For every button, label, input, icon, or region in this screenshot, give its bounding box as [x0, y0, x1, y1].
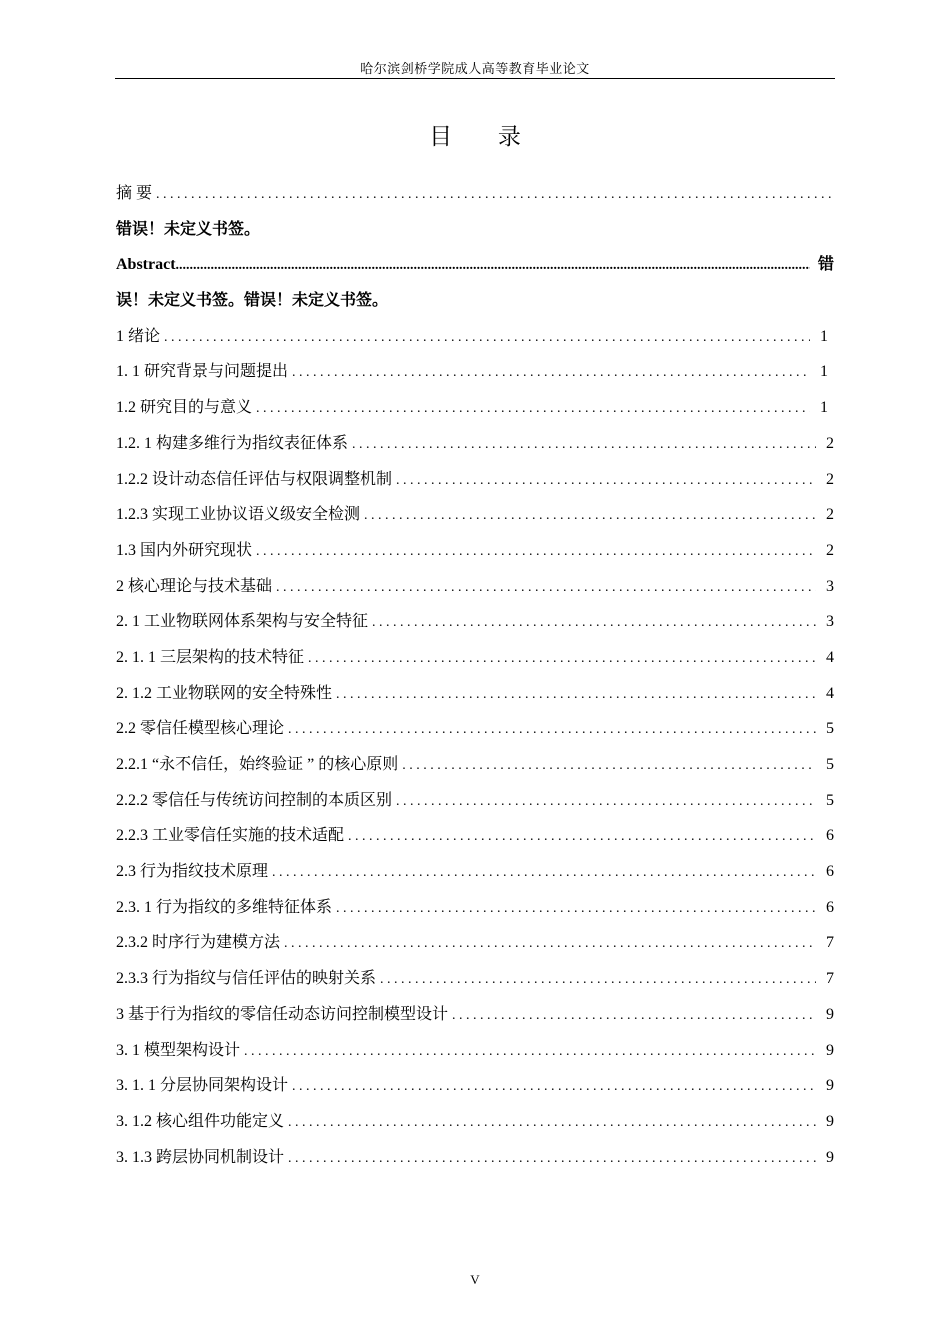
toc-entry[interactable] — [116, 604, 834, 640]
toc-entry-page-number: 1 — [820, 399, 828, 417]
toc-entry-label: 1.3 国内外研究现状 — [116, 541, 253, 559]
toc-entry-label: 2.3.3 行为指纹与信任评估的映射关系 — [116, 970, 377, 988]
table-of-contents — [116, 176, 834, 1175]
toc-entry-page-number: 9 — [826, 1041, 834, 1059]
toc-entry-label: 1.2.3 实现工业协议语义级安全检测 — [116, 506, 361, 524]
toc-entry[interactable] — [116, 497, 834, 533]
running-header: 哈尔滨剑桥学院成人高等教育毕业论文 — [360, 61, 590, 76]
toc-entry-page-number: 9 — [826, 1148, 834, 1166]
toc-entry-label: 2. 1. 1 三层架构的技术特征 — [116, 648, 305, 666]
toc-entry[interactable] — [116, 961, 834, 997]
toc-entry-page-number: 1 — [820, 363, 828, 381]
toc-entry[interactable] — [116, 1068, 834, 1104]
toc-entry[interactable] — [116, 1104, 834, 1140]
toc-entry-page-number: 9 — [826, 1112, 834, 1130]
dot-leader — [364, 498, 816, 534]
toc-entry-label: 2. 1 工业物联网体系架构与安全特征 — [116, 613, 369, 631]
bookmark-error: 错误！未定义书签。 — [116, 220, 261, 238]
dot-leader — [380, 962, 816, 998]
toc-entry[interactable] — [116, 711, 834, 747]
toc-entry-page-number: 1 — [820, 327, 828, 345]
dot-leader — [244, 1034, 816, 1070]
toc-entry-page-number: 9 — [826, 1005, 834, 1023]
dot-leader — [348, 819, 816, 855]
toc-entry[interactable] — [116, 783, 834, 819]
toc-entry-label: 2. 1.2 工业物联网的安全特殊性 — [116, 684, 333, 702]
dot-leader — [352, 427, 816, 463]
dot-leader — [308, 641, 816, 677]
toc-entry-label: 2.3. 1 行为指纹的多维特征体系 — [116, 898, 333, 916]
toc-entry-label: 3. 1. 1 分层协同架构设计 — [116, 1077, 289, 1095]
dot-leader — [256, 391, 810, 427]
toc-entry-page-number: 5 — [826, 720, 834, 738]
toc-entry-label: 1.2.2 设计动态信任评估与权限调整机制 — [116, 470, 393, 488]
toc-entry-label: 1.2 研究目的与意义 — [116, 399, 253, 417]
toc-entry[interactable] — [116, 462, 834, 498]
toc-entry-page-number: 2 — [826, 506, 834, 524]
toc-entry-page-number: 7 — [826, 970, 834, 988]
bookmark-error: 误！未定义书签。错误！未定义书签。 — [116, 292, 389, 310]
toc-entry[interactable] — [116, 390, 834, 426]
toc-entry[interactable] — [116, 1140, 834, 1176]
toc-entry[interactable] — [116, 925, 834, 961]
toc-entry-page-number: 6 — [826, 827, 834, 845]
page-number: V — [470, 1272, 480, 1287]
dot-leader — [396, 463, 816, 499]
toc-title: 目 录 — [429, 124, 541, 149]
dot-leader — [336, 891, 816, 927]
toc-entry[interactable] — [116, 533, 834, 569]
toc-entry-page-number: 6 — [826, 898, 834, 916]
bookmark-error-start: 错 — [817, 256, 834, 274]
toc-entry-label: 2.2.2 零信任与传统访问控制的本质区别 — [116, 791, 393, 809]
dot-leader — [284, 926, 816, 962]
toc-entry-page-number: 7 — [826, 934, 834, 952]
toc-entry-label: 3 基于行为指纹的零信任动态访问控制模型设计 — [116, 1005, 449, 1023]
toc-entry-page-number: 9 — [826, 1077, 834, 1095]
toc-entry-page-number: 5 — [826, 791, 834, 809]
toc-entry-page-number: 2 — [826, 434, 834, 452]
toc-entry[interactable] — [116, 1033, 834, 1069]
toc-entry-page-number: 3 — [826, 577, 834, 595]
dot-leader — [452, 998, 816, 1034]
toc-entry-abstract-cn[interactable] — [116, 176, 834, 212]
toc-entry[interactable] — [116, 319, 834, 355]
toc-entry-label: 2.3.2 时序行为建模方法 — [116, 934, 281, 952]
toc-entries — [116, 319, 834, 1176]
dot-leader — [276, 570, 816, 606]
toc-entry-page-number: 2 — [826, 470, 834, 488]
toc-entry[interactable] — [116, 890, 834, 926]
dot-leader — [256, 534, 816, 570]
toc-entry-page-number: 2 — [826, 541, 834, 559]
dot-leader — [292, 355, 810, 391]
toc-entry-page-number: 4 — [826, 684, 834, 702]
dot-leader — [176, 248, 810, 284]
toc-entry-label: 3. 1.2 核心组件功能定义 — [116, 1112, 285, 1130]
dot-leader — [372, 605, 816, 641]
dot-leader — [288, 712, 816, 748]
toc-entry-label: 2.2.1 “永不信任，始终验证 ” 的核心原则 — [116, 756, 399, 773]
header-rule — [115, 78, 835, 79]
toc-entry-page-number: 5 — [826, 756, 834, 773]
dot-leader — [292, 1069, 816, 1105]
toc-entry-label: 1 绪论 — [116, 327, 161, 345]
toc-entry[interactable] — [116, 426, 834, 462]
toc-entry-label: 1. 1 研究背景与问题提出 — [116, 363, 289, 381]
toc-entry-label: 2.2.3 工业零信任实施的技术适配 — [116, 827, 345, 845]
toc-entry[interactable] — [116, 997, 834, 1033]
toc-entry-label: Abstract — [116, 256, 176, 274]
dot-leader — [272, 855, 816, 891]
dot-leader — [164, 320, 810, 356]
toc-entry[interactable] — [116, 569, 834, 605]
dot-leader — [156, 177, 834, 213]
toc-entry-label: 2.2 零信任模型核心理论 — [116, 720, 285, 738]
toc-entry-label: 2.3 行为指纹技术原理 — [116, 863, 269, 881]
toc-entry[interactable] — [116, 747, 834, 783]
toc-entry[interactable] — [116, 676, 834, 712]
toc-entry-page-number: 6 — [826, 863, 834, 881]
toc-entry-label: 3. 1 模型架构设计 — [116, 1041, 241, 1059]
toc-entry[interactable] — [116, 354, 834, 390]
toc-entry[interactable] — [116, 640, 834, 676]
toc-entry-page-number: 4 — [826, 648, 834, 666]
toc-entry-page-number: 3 — [826, 613, 834, 631]
toc-entry-label: 1.2. 1 构建多维行为指纹表征体系 — [116, 434, 349, 452]
dot-leader — [288, 1141, 816, 1177]
toc-entry-label: 2 核心理论与技术基础 — [116, 577, 273, 595]
dot-leader — [396, 784, 816, 820]
dot-leader — [288, 1105, 816, 1141]
toc-entry-label: 摘 要 — [116, 185, 153, 202]
dot-leader — [402, 748, 816, 784]
toc-entry-abstract-en[interactable] — [116, 247, 834, 283]
toc-entry[interactable] — [116, 854, 834, 890]
toc-entry[interactable] — [116, 818, 834, 854]
dot-leader — [336, 677, 816, 713]
toc-entry-label: 3. 1.3 跨层协同机制设计 — [116, 1148, 285, 1166]
